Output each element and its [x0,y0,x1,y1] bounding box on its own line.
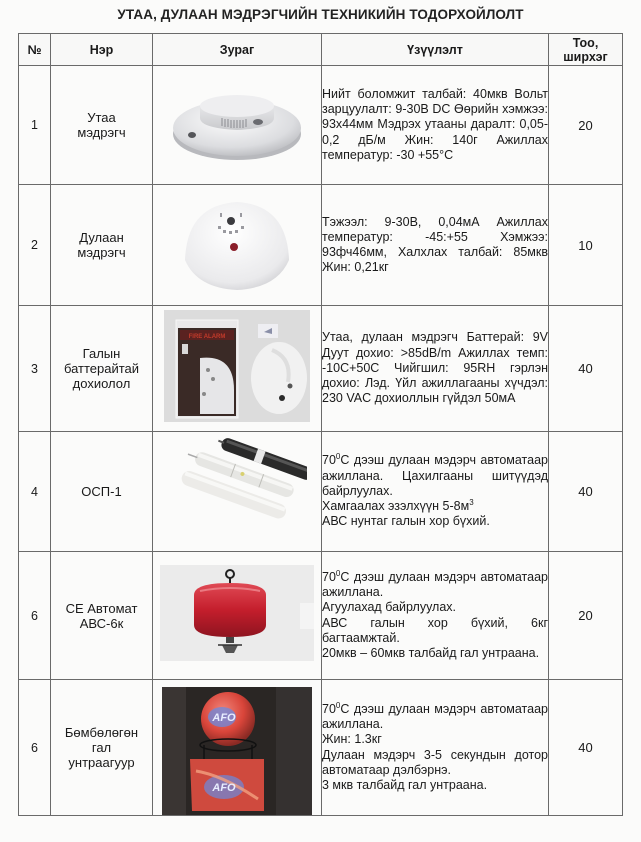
table-row [19,432,623,552]
fire-alarm-package-label: FIRE ALARM [188,334,226,340]
row-specs: $70^0С$ дээш дулаан мэдэрч автоматаар ажиллана. Жин: 1.3кг Дулаан мэдэрч 3-5 секундын дотор автоматаар дэлбэрнэ. 3 мкв талбайд гал унтраана. [322,680,549,816]
row-qty: 40 [549,432,623,552]
table-row [19,552,623,680]
row-name-line: Галын [82,346,121,361]
header-qty [549,34,623,66]
header-name: Нэр [51,34,153,66]
spec-text: 20мкв – 60мкв талбайд гал унтраана. [322,645,540,660]
row-qty: 10 [549,185,623,306]
spec-temp: 70 [322,701,336,716]
osp-1-tubes-image [167,434,307,544]
hanging-extinguisher-image [160,565,314,661]
row-num: 4 [19,432,51,552]
row-picture [153,66,322,185]
spec-table [18,33,623,816]
row-qty: 20 [549,66,623,185]
row-num: 3 [19,306,51,432]
spec-text: Жин: 1.3кг [322,732,382,747]
row-specs: $70^0С$ дээш дулаан мэдэрч автоматаар ажиллана. Агуулахад байрлуулах. АВС галын хор бүхий, 6кг багтаамжтай. 20мкв – 60мкв талбайд гал унтраана. [322,552,549,680]
spec-text: АВС нунтаг галын хор бүхий. [322,514,490,529]
ball-logo-text: AFO [212,712,236,724]
document-title: УТАА, ДУЛААН МЭДРЭГЧИЙН ТЕХНИКИЙН ТОДОРХОЙЛОЛТ [117,7,524,22]
spec-text: С дээш дулаан мэдэрч автоматаар ажиллана. [322,569,548,600]
row-name-line: гал [91,740,112,755]
ball-extinguisher-image [162,687,312,815]
heat-detector-image [177,190,297,295]
row-name [51,680,153,816]
row-name-line: Дулаан [79,230,124,245]
row-num: 2 [19,185,51,306]
row-name-line: Утаа [87,110,116,125]
spec-text: С дээш дулаан мэдэрч автоматаар ажиллана. Цахилгааны шитүүдэд байрлуулах. [322,453,548,498]
row-specs: $70^0С$ дээш дулаан мэдэрч автоматаар ажиллана. Цахилгааны шитүүдэд байрлуулах. Хамгаалах эзэлхүүн $5-8м^3$ АВС нунтаг галын хор бүхий. [322,432,549,552]
row-specs: Тэжээл: 9-30В, 0,04мА Ажиллах температур: -45:+55 Хэмжээ: 93фч46мм, Халхлах талбай: 85мкв Жин: 0,21кг [322,185,549,306]
smoke-detector-image [167,78,307,168]
header-picture: Зураг [153,34,322,66]
row-specs: Нийт боломжит талбай: 40мкв Вольт зарцуулалт: 9-30В DC Өөрийн хэмжээ: 93х44мм Мэдрэх утааны даралт: 0,05-0,2 дБ/м Жин: 140г Ажиллах температур: -30 +55°С [322,66,549,185]
table-header-row [19,34,623,66]
row-picture [153,680,322,816]
row-name [51,552,153,680]
row-name-line: дохиолол [72,376,131,391]
table-row [19,680,623,816]
row-specs: Утаа, дулаан мэдрэгч Баттерай: 9V Дуут дохио: >85dB/m Ажиллах темп: -10С+50С Чийгшил: 95RH гэрлэн дохио: Лэд. Үйл ажиллагааны хүчдэл: 230 VAC дохиоллын гүйдэл 50мА [322,306,549,432]
row-qty: 40 [549,680,623,816]
spec-text: Агуулахад байрлуулах. [322,600,457,615]
row-picture [153,185,322,306]
row-name-line: Бөмбөлөгөн [64,725,139,740]
row-name-line: ОСП-1 [81,484,122,499]
spec-text: 3 мкв талбайд гал унтраана. [322,777,488,792]
row-num: 6 [19,680,51,816]
row-name [51,306,153,432]
row-name-line: унтраагуур [68,755,135,770]
table-row [19,306,623,432]
header-qty-line1: Тоо, [572,35,599,50]
header-qty-line2: ширхэг [563,49,608,64]
row-name [51,432,153,552]
row-name [51,185,153,306]
box-logo-text: AFO [212,782,236,794]
row-picture [153,432,322,552]
row-name-line: мэдрэгч [77,245,126,260]
row-num: 1 [19,66,51,185]
battery-fire-alarm-image [164,310,310,422]
row-name-line: СЕ Автомат [65,600,138,616]
spec-temp: 70 [322,569,336,584]
row-picture [153,306,322,432]
row-qty: 40 [549,306,623,432]
spec-text: Дулаан мэдэрч 3-5 секундын дотор автоматаар дэлбэрнэ. [322,747,548,777]
spec-text: Хамгаалах эзэлхүүн 5-8м [322,499,470,514]
header-num: № [19,34,51,66]
row-name-line: баттерайтай [63,361,140,376]
table-row [19,185,623,306]
row-num: 6 [19,552,51,680]
spec-temp: 70 [322,453,336,468]
spec-superscript: 3 [469,497,474,507]
table-row [19,66,623,185]
row-picture [153,552,322,680]
spec-text: АВС галын хор бүхий, 6кг багтаамжтай. [322,615,548,645]
row-qty: 20 [549,552,623,680]
row-name-line: АВС-6к [79,615,124,631]
row-name [51,66,153,185]
row-name-line: мэдрэгч [77,125,126,140]
spec-text: С дээш дулаан мэдэрч автоматаар ажиллана. [322,701,548,732]
header-specs: Үзүүлэлт [322,34,549,66]
